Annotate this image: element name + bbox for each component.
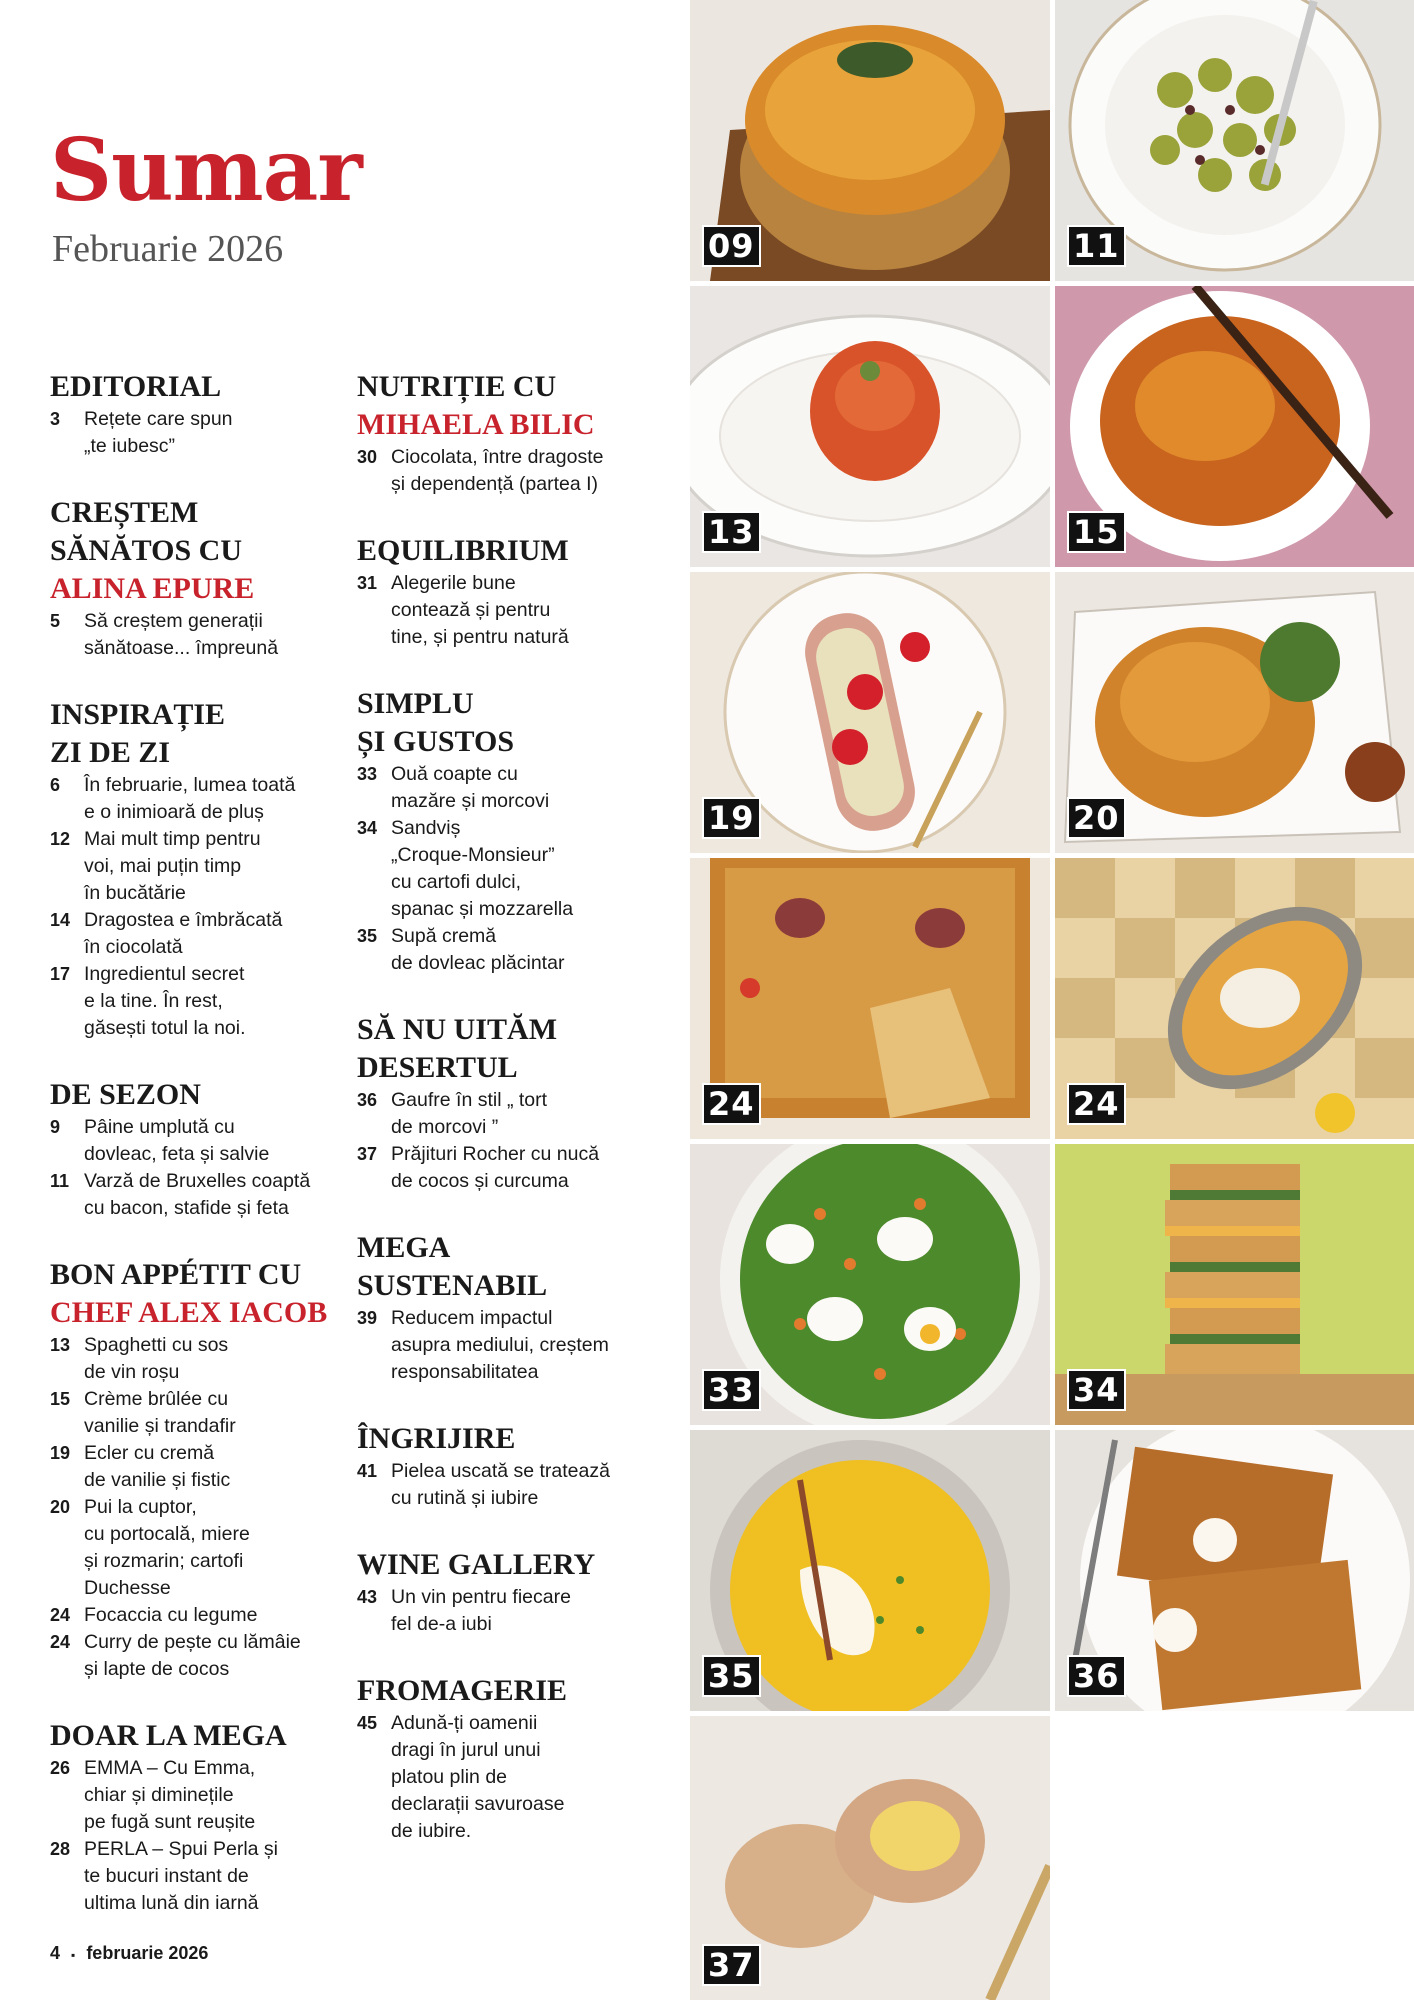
section-heading <box>357 368 677 444</box>
entry-page-number: 45 <box>357 1713 378 1733</box>
toc-entry[interactable] <box>50 1168 350 1222</box>
section-heading <box>50 1256 350 1332</box>
entry-page-number: 24 <box>50 1632 71 1652</box>
section-heading <box>357 1420 677 1458</box>
section-title: MEGA SUSTENABIL <box>357 1231 548 1302</box>
entry-title: Ouă coapte cu mazăre și morcovi <box>391 763 550 812</box>
page-title: Sumar <box>50 120 362 221</box>
entry-title: Dragostea e îmbrăcată în ciocolată <box>84 909 283 958</box>
toc-section <box>357 1011 677 1195</box>
entry-title: Pâine umplută cu dovleac, feta și salvie <box>84 1116 270 1165</box>
section-heading <box>357 1011 677 1087</box>
entry-title: PERLA – Spui Perla și te bucuri instant de ultima lună din iarnă <box>84 1838 279 1914</box>
toc-section <box>50 1717 350 1917</box>
toc-section <box>50 696 350 1042</box>
toc-entry[interactable] <box>357 1710 677 1845</box>
entry-title: Mai mult timp pentru voi, mai puțin timp în bucătărie <box>84 828 261 904</box>
footer-issue-label: februarie 2026 <box>86 1943 209 1963</box>
entry-title: Să creștem generații sănătoase... împreună <box>84 610 279 659</box>
entry-page-number: 37 <box>357 1144 378 1164</box>
photo-09[interactable] <box>690 0 1050 281</box>
toc-entry[interactable] <box>50 608 350 662</box>
entry-title: Adună-ți oamenii dragi în jurul unui platou plin de declarații savuroase de iubire. <box>391 1712 565 1842</box>
entry-title: Ciocolata, între dragoste și dependență (partea I) <box>391 446 604 495</box>
entry-page-number: 28 <box>50 1839 71 1859</box>
toc-entry[interactable] <box>357 1458 677 1512</box>
entry-page-number: 26 <box>50 1758 71 1778</box>
toc-entry[interactable] <box>50 907 350 961</box>
section-author: MIHAELA BILIC <box>357 408 595 441</box>
photo-page-number: 13 <box>702 511 761 553</box>
entry-title: Alegerile bune contează și pentru tine, și pentru natură <box>391 572 569 648</box>
toc-entry[interactable] <box>50 1440 350 1494</box>
entry-page-number: 24 <box>50 1605 71 1625</box>
entry-page-number: 9 <box>50 1117 61 1137</box>
entry-page-number: 31 <box>357 573 378 593</box>
photo-grid <box>690 0 1414 2000</box>
photo-33[interactable] <box>690 1144 1050 1425</box>
entry-title: Curry de pește cu lămâie și lapte de cocos <box>84 1631 301 1680</box>
toc-section <box>50 1076 350 1222</box>
entry-page-number: 13 <box>50 1335 71 1355</box>
photo-36[interactable] <box>1055 1430 1414 1711</box>
section-title: SIMPLU ȘI GUSTOS <box>357 687 515 758</box>
entry-page-number: 6 <box>50 775 61 795</box>
photo-page-number: 11 <box>1067 225 1126 267</box>
entry-title: În februarie, lumea toată e o inimioară de pluș <box>84 774 296 823</box>
section-heading <box>357 1229 677 1305</box>
section-heading <box>357 685 677 761</box>
photo-24-curry[interactable] <box>1055 858 1414 1139</box>
toc-section <box>357 1672 677 1845</box>
section-title: CREȘTEM SĂNĂTOS CU <box>50 496 242 567</box>
toc-entry[interactable] <box>50 1114 350 1168</box>
toc-column-left <box>50 368 350 1951</box>
photo-page-number: 09 <box>702 225 761 267</box>
photo-19[interactable] <box>690 572 1050 853</box>
toc-section <box>50 1256 350 1683</box>
photo-11[interactable] <box>1055 0 1414 281</box>
photo-35[interactable] <box>690 1430 1050 1711</box>
toc-section <box>357 1546 677 1638</box>
toc-entry[interactable] <box>50 406 350 460</box>
toc-entry[interactable] <box>50 1494 350 1602</box>
toc-entry[interactable] <box>357 1087 677 1141</box>
entry-page-number: 20 <box>50 1497 71 1517</box>
toc-entry[interactable] <box>357 761 677 815</box>
entry-title: EMMA – Cu Emma, chiar și diminețile pe fugă sunt reușite <box>84 1757 256 1833</box>
toc-entry[interactable] <box>357 923 677 977</box>
photo-20[interactable] <box>1055 572 1414 853</box>
entry-page-number: 39 <box>357 1308 378 1328</box>
entry-page-number: 43 <box>357 1587 378 1607</box>
entry-title: Rețete care spun „te iubesc” <box>84 408 233 457</box>
entry-page-number: 33 <box>357 764 378 784</box>
photo-page-number: 36 <box>1067 1655 1126 1697</box>
photo-page-number: 24 <box>702 1083 761 1125</box>
section-title: ÎNGRIJIRE <box>357 1422 516 1455</box>
toc-section <box>357 685 677 977</box>
toc-entry[interactable] <box>50 1755 350 1836</box>
entry-page-number: 15 <box>50 1389 71 1409</box>
entry-page-number: 3 <box>50 409 61 429</box>
entry-page-number: 19 <box>50 1443 71 1463</box>
entry-page-number: 35 <box>357 926 378 946</box>
entry-title: Crème brûlée cu vanilie și trandafir <box>84 1388 236 1437</box>
toc-entry[interactable] <box>357 1141 677 1195</box>
entry-title: Focaccia cu legume <box>84 1604 258 1626</box>
entry-page-number: 12 <box>50 829 71 849</box>
photo-page-number: 19 <box>702 797 761 839</box>
entry-title: Pielea uscată se tratează cu rutină și iubire <box>391 1460 610 1509</box>
entry-title: Reducem impactul asupra mediului, creștem responsabilitatea <box>391 1307 609 1383</box>
photo-page-number: 24 <box>1067 1083 1126 1125</box>
toc-entry[interactable] <box>357 570 677 651</box>
entry-title: Prăjituri Rocher cu nucă de cocos și curcuma <box>391 1143 600 1192</box>
entry-page-number: 5 <box>50 611 61 631</box>
toc-entry[interactable] <box>50 961 350 1042</box>
entry-title: Spaghetti cu sos de vin roșu <box>84 1334 229 1383</box>
entry-page-number: 11 <box>50 1171 70 1191</box>
section-title: BON APPÉTIT CU <box>50 1258 302 1291</box>
toc-section <box>357 1229 677 1386</box>
photo-page-number: 34 <box>1067 1369 1126 1411</box>
photo-24-focaccia[interactable] <box>690 858 1050 1139</box>
toc-column-right <box>357 368 677 1879</box>
page-footer <box>50 1943 208 1964</box>
section-title: SĂ NU UITĂM DESERTUL <box>357 1013 558 1084</box>
section-heading <box>50 1076 350 1114</box>
page-subtitle: Februarie 2026 <box>52 228 284 270</box>
entry-page-number: 14 <box>50 910 71 930</box>
entry-title: Gaufre în stil „ tort de morcovi ” <box>391 1089 548 1138</box>
photo-37[interactable] <box>690 1716 1050 2000</box>
section-heading <box>50 696 350 772</box>
toc-entry[interactable] <box>357 1584 677 1638</box>
toc-entry[interactable] <box>357 444 677 498</box>
section-heading <box>50 494 350 608</box>
photo-13[interactable] <box>690 286 1050 567</box>
toc-entry[interactable] <box>50 1836 350 1917</box>
entry-title: Sandviș „Croque-Monsieur” cu cartofi dulci, spanac și mozzarella <box>391 817 574 920</box>
section-heading <box>357 1672 677 1710</box>
photo-page-number: 35 <box>702 1655 761 1697</box>
toc-section <box>50 368 350 460</box>
entry-title: Un vin pentru fiecare fel de-a iubi <box>391 1586 571 1635</box>
photo-page-number: 15 <box>1067 511 1126 553</box>
section-title: DOAR LA MEGA <box>50 1719 287 1752</box>
section-title: EDITORIAL <box>50 370 222 403</box>
section-title: WINE GALLERY <box>357 1548 596 1581</box>
section-author: ALINA EPURE <box>50 572 255 605</box>
toc-section <box>50 494 350 662</box>
photo-page-number: 37 <box>702 1944 761 1986</box>
entry-title: Ecler cu cremă de vanilie și fistic <box>84 1442 231 1491</box>
toc-section <box>357 532 677 651</box>
toc-entry[interactable] <box>357 815 677 923</box>
toc-section <box>357 368 677 498</box>
footer-page-number: 4 <box>50 1943 61 1963</box>
section-heading <box>50 1717 350 1755</box>
section-title: EQUILIBRIUM <box>357 534 569 567</box>
photo-34[interactable] <box>1055 1144 1414 1425</box>
entry-page-number: 30 <box>357 447 378 467</box>
section-title: INSPIRAȚIE ZI DE ZI <box>50 698 226 769</box>
section-heading <box>357 532 677 570</box>
toc-entry[interactable] <box>50 1332 350 1386</box>
section-heading <box>357 1546 677 1584</box>
entry-page-number: 41 <box>357 1461 378 1481</box>
section-heading <box>50 368 350 406</box>
toc-entry[interactable] <box>50 1602 350 1629</box>
toc-entry[interactable] <box>50 1629 350 1683</box>
section-title: NUTRIȚIE CU <box>357 370 557 403</box>
photo-page-number: 33 <box>702 1369 761 1411</box>
section-title: DE SEZON <box>50 1078 201 1111</box>
toc-section <box>357 1420 677 1512</box>
entry-title: Pui la cuptor, cu portocală, miere și rozmarin; cartofi Duchesse <box>84 1496 250 1599</box>
entry-page-number: 36 <box>357 1090 378 1110</box>
toc-entry[interactable] <box>357 1305 677 1386</box>
photo-page-number: 20 <box>1067 797 1126 839</box>
photo-15[interactable] <box>1055 286 1414 567</box>
entry-page-number: 34 <box>357 818 378 838</box>
toc-entry[interactable] <box>50 826 350 907</box>
section-author: CHEF ALEX IACOB <box>50 1296 328 1329</box>
entry-title: Ingredientul secret e la tine. În rest, găsești totul la noi. <box>84 963 246 1039</box>
entry-title: Supă cremă de dovleac plăcintar <box>391 925 565 974</box>
toc-entry[interactable] <box>50 772 350 826</box>
section-title: FROMAGERIE <box>357 1674 567 1707</box>
entry-title: Varză de Bruxelles coaptă cu bacon, stafide și feta <box>84 1170 311 1219</box>
footer-separator: ▪ <box>71 1948 76 1962</box>
entry-page-number: 17 <box>50 964 71 984</box>
toc-entry[interactable] <box>50 1386 350 1440</box>
